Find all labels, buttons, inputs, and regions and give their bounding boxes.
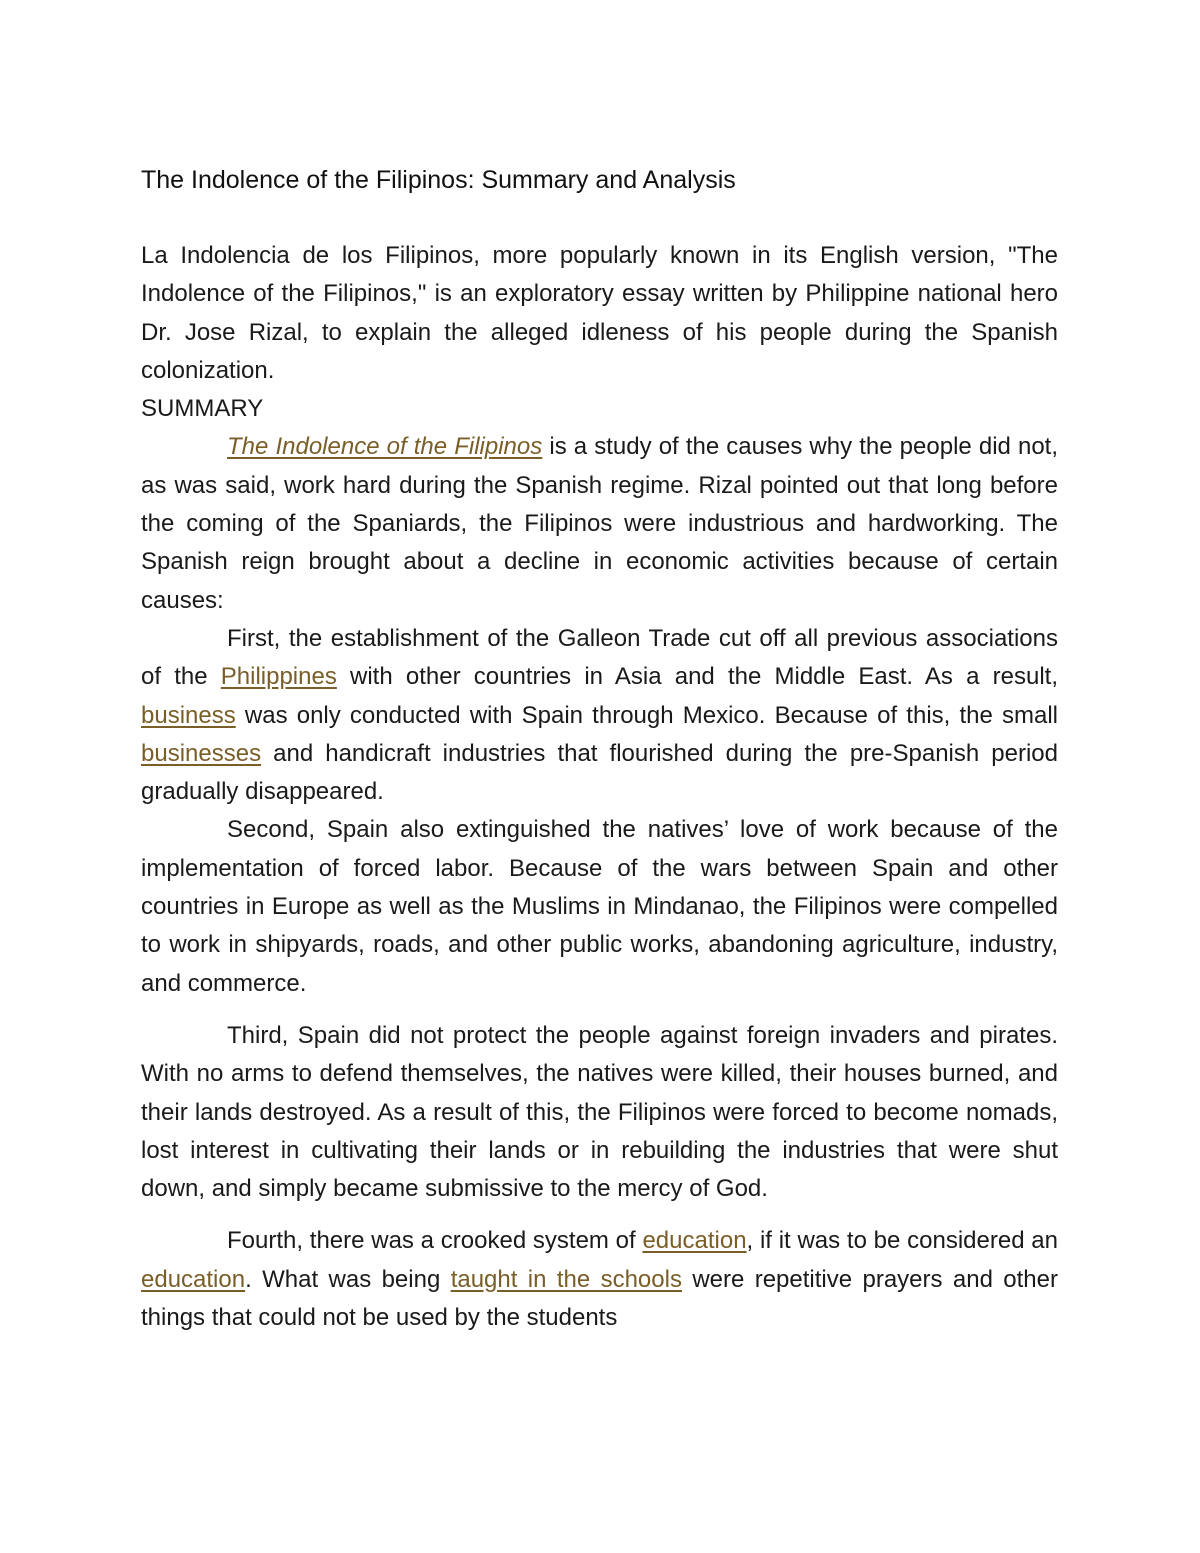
paragraph-text: and handicraft industries that flourished during the pre-Spanish period gradually disappeared. xyxy=(141,739,1058,806)
paragraph-text: First, the establishment of the Galleon Trade cut off all previous associations of the xyxy=(141,624,1058,691)
summary-paragraph-1 xyxy=(141,428,1058,619)
cause-third-paragraph: Third, Spain did not protect the people against foreign invaders and pirates. With no arms to defend themselves, the natives were killed, their houses burned, and their lands destroyed. As a result of this, the Filipinos were forced to become nomads, lost interest in cultivating their lands or in rebuilding the industries that were shut down, and simply became submissive to the mercy of God. xyxy=(141,1021,1058,1203)
philippines-link[interactable]: Philippines xyxy=(220,663,337,691)
education-link[interactable]: education xyxy=(642,1227,747,1255)
document-title: The Indolence of the Filipinos: Summary and Analysis xyxy=(141,166,736,194)
businesses-link[interactable]: businesses xyxy=(141,739,262,767)
intro-paragraph: La Indolencia de los Filipinos, more popularly known in its English version, "The Indolence of the Filipinos," is an exploratory essay written by Philippine national hero Dr. Jose Rizal, to explain the alleged idleness of his people during the Spanish colonization. xyxy=(141,242,1058,384)
summary-heading: SUMMARY xyxy=(141,395,264,423)
cause-second-paragraph: Second, Spain also extinguished the natives’ love of work because of the implementation of forced labor. Because of the wars between Spain and other countries in Europe as well as the Muslims in Mindanao, the Filipinos were compelled to work in shipyards, roads, and other public works, abandoning agriculture, industry, and commerce. xyxy=(141,816,1058,997)
paragraph-text: . What was being xyxy=(245,1265,451,1293)
cause-first-paragraph xyxy=(141,620,1058,811)
business-link[interactable]: business xyxy=(141,701,236,729)
paragraph-text: Fourth, there was a crooked system of xyxy=(227,1227,643,1255)
paragraph-text: is a study of the causes why the people did not, as was said, work hard during the Spanish regime. Rizal pointed out that long before the coming of the Spaniards, the Filipinos were industrious and hardworking. The Spanish reign brought about a decline in economic activities because of certain causes: xyxy=(141,433,1059,614)
paragraph-text: was only conducted with Spain through Mexico. Because of this, the small xyxy=(235,701,1058,729)
paragraph-text: were repetitive prayers and other things that could not be used by the students xyxy=(141,1265,1058,1332)
essay-title-link[interactable]: The Indolence of the Filipinos xyxy=(227,433,543,461)
paragraph-text: with other countries in Asia and the Middle East. As a result, xyxy=(336,663,1058,691)
education-link-2[interactable]: education xyxy=(141,1265,246,1293)
paragraph-text: , if it was to be considered an xyxy=(746,1227,1058,1255)
cause-fourth-paragraph xyxy=(141,1222,1058,1337)
taught-in-the-schools-link[interactable]: taught in the schools xyxy=(450,1265,682,1293)
document-body xyxy=(141,161,1058,1337)
